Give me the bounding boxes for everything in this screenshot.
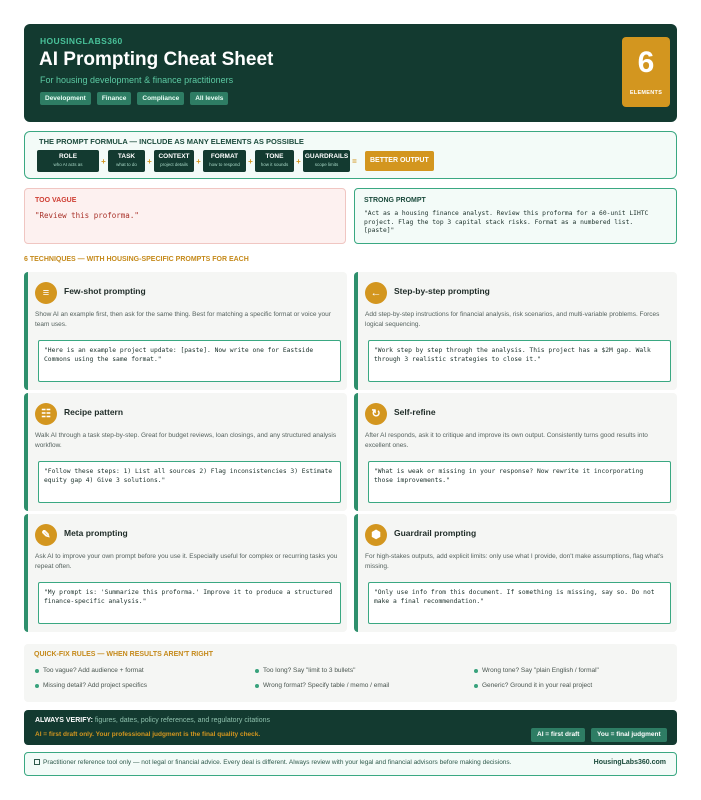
- elements-count-badge: [622, 37, 670, 107]
- verify-line: [35, 717, 270, 724]
- chip-sub: what to do: [116, 162, 137, 167]
- tag-all-levels: All levels: [190, 92, 228, 105]
- vague-prompt-text: "Review this proforma.": [35, 211, 139, 220]
- quick-fix-item: Generic? Ground it in your real project: [474, 682, 592, 689]
- header-banner: [24, 24, 677, 122]
- chip-sub: scope limits: [314, 162, 339, 167]
- formula-result-chip: BETTER OUTPUT: [365, 151, 434, 171]
- disclaimer-text: Practitioner reference tool only — not legal or financial advice. Every deal is different. Always review with your legal and financial advisors before making decisions.: [43, 759, 512, 766]
- technique-title: Guardrail prompting: [394, 528, 477, 538]
- formula-title: THE PROMPT FORMULA — INCLUDE AS MANY ELEMENTS AS POSSIBLE: [39, 137, 304, 146]
- quick-fix-item: Too vague? Add audience + format: [35, 667, 144, 674]
- chip-name: TASK: [117, 153, 136, 160]
- arrow-left-icon: [365, 282, 387, 304]
- quick-fix-title: QUICK-FIX RULES — WHEN RESULTS AREN'T RIGHT: [34, 651, 213, 658]
- quick-fix-item: Too long? Say "limit to 3 bullets": [255, 667, 355, 674]
- formula-chip-task: [108, 150, 145, 172]
- plus-sign: +: [296, 156, 301, 166]
- plus-sign: +: [147, 156, 152, 166]
- chip-sub: how it sounds: [260, 162, 289, 167]
- vague-prompt-box: [24, 188, 346, 244]
- chip-name: GUARDRAILS: [304, 153, 349, 160]
- shield-glyph: ⬢: [371, 529, 381, 541]
- strong-prompt-text: "Act as a housing finance analyst. Review this proforma for a 60-unit LIHTC project. Flag the top 3 capital stack risks. Format as a numbered list. [paste]": [364, 210, 649, 234]
- you-final-judgment-badge: You = final judgment: [591, 728, 667, 742]
- chip-name: ROLE: [58, 153, 78, 160]
- footer-disclaimer: [24, 752, 677, 776]
- techniques-title: 6 TECHNIQUES — WITH HOUSING-SPECIFIC PROMPTS FOR EACH: [24, 256, 249, 263]
- technique-card-step-by-step: [354, 272, 677, 390]
- tag-compliance: Compliance: [137, 92, 184, 105]
- technique-card-meta: [24, 514, 347, 632]
- technique-desc: After AI responds, ask it to critique and improve its own output. Consistently turns good results into excellent ones.: [365, 432, 648, 449]
- plus-sign: +: [248, 156, 253, 166]
- formula-chip-context: [154, 150, 194, 172]
- lines-icon: [35, 282, 57, 304]
- formula-chip-role: [37, 150, 99, 172]
- technique-desc: Walk AI through a task step-by-step. Great for budget reviews, loan closings, and any structured analysis workflow.: [35, 432, 337, 449]
- technique-card-recipe: [24, 393, 347, 511]
- technique-desc: For high-stakes outputs, add explicit limits: only use what I provide, don't make assumptions, flag what's missing.: [365, 553, 664, 570]
- brand-name: HOUSINGLABS360: [40, 36, 123, 46]
- technique-title: Few-shot prompting: [64, 286, 146, 296]
- technique-title: Self-refine: [394, 407, 436, 417]
- plus-sign: +: [196, 156, 201, 166]
- pencil-icon: [35, 524, 57, 546]
- prompt-formula-panel: [24, 131, 677, 179]
- equals-sign: =: [352, 156, 357, 166]
- strong-prompt-box: [354, 188, 677, 244]
- technique-example: "Follow these steps: 1) List all sources 2) Flag inconsistencies 3) Estimate equity gap 4) Give 3 solutions.": [38, 461, 341, 503]
- verify-banner: [24, 710, 677, 745]
- technique-example: "Only use info from this document. If something is missing, say so. Do not make a final recommendation.": [368, 582, 671, 624]
- technique-desc: Show AI an example first, then ask for the same thing. Best for matching a specific format or voice your team uses.: [35, 311, 331, 328]
- technique-example: "My prompt is: 'Summarize this proforma.' Improve it to produce a structured finance-specific analysis.": [38, 582, 341, 624]
- vague-prompt-label: TOO VAGUE: [35, 197, 77, 204]
- tag-development: Development: [40, 92, 91, 105]
- elements-count-value: 6: [637, 46, 655, 79]
- formula-chips: [37, 150, 434, 172]
- chip-name: CONTEXT: [158, 153, 190, 160]
- quick-fix-item: Wrong format? Specify table / memo / email: [255, 682, 389, 689]
- chip-name: FORMAT: [210, 153, 239, 160]
- pencil-glyph: ✎: [41, 529, 51, 541]
- technique-title: Meta prompting: [64, 528, 128, 538]
- ai-first-draft-badge: AI = first draft: [531, 728, 585, 742]
- plus-sign: +: [101, 156, 106, 166]
- technique-example: "Here is an example project update: [paste]. Now write one for Eastside Commons using the same format.": [38, 340, 341, 382]
- list-glyph: ☷: [41, 408, 51, 420]
- tag-finance: Finance: [97, 92, 132, 105]
- disclaimer-line: [34, 759, 511, 766]
- list-icon: [35, 403, 57, 425]
- chip-sub: project details: [160, 162, 188, 167]
- formula-chip-tone: [255, 150, 294, 172]
- technique-desc: Ask AI to improve your own prompt before you use it. Especially useful for complex or recurring tasks you repeat often.: [35, 553, 338, 570]
- technique-card-self-refine: [354, 393, 677, 511]
- page-title: AI Prompting Cheat Sheet: [39, 49, 274, 70]
- refresh-glyph: ↻: [371, 408, 381, 420]
- technique-title: Recipe pattern: [64, 407, 124, 417]
- quick-fix-item: Missing detail? Add project specifics: [35, 682, 147, 689]
- technique-example: "Work step by step through the analysis. This project has a $2M gap. Walk through 3 realistic strategies to close it.": [368, 340, 671, 382]
- technique-card-few-shot: [24, 272, 347, 390]
- elements-count-label: ELEMENTS: [629, 90, 663, 96]
- page-subtitle: For housing development & finance practitioners: [40, 75, 234, 85]
- technique-example: "What is weak or missing in your response? Now rewrite it incorporating those improvements.": [368, 461, 671, 503]
- site-link[interactable]: HousingLabs360.com: [593, 759, 666, 766]
- refresh-icon: [365, 403, 387, 425]
- shield-icon: [365, 524, 387, 546]
- info-box-icon: [34, 759, 40, 765]
- chip-sub: who AI acts as: [53, 162, 83, 167]
- verify-note: AI = first draft only. Your professional judgment is the final quality check.: [35, 731, 261, 738]
- lines-glyph: ≡: [42, 287, 50, 299]
- technique-card-guardrail: [354, 514, 677, 632]
- verify-label: ALWAYS VERIFY:: [35, 717, 93, 724]
- technique-desc: Add step-by-step instructions for financial analysis, risk scenarios, and multi-variable problems. Forces logical sequencing.: [365, 311, 660, 328]
- formula-chip-format: [203, 150, 246, 172]
- formula-chip-guardrails: [303, 150, 350, 172]
- chip-sub: how to respond: [209, 162, 240, 167]
- technique-title: Step-by-step prompting: [394, 286, 490, 296]
- verify-text: figures, dates, policy references, and regulatory citations: [94, 717, 271, 724]
- arrow-left-glyph: ←: [370, 287, 382, 299]
- tag-list: [40, 92, 228, 105]
- quick-fix-panel: [24, 644, 677, 702]
- quick-fix-item: Wrong tone? Say "plain English / formal": [474, 667, 599, 674]
- chip-name: TONE: [265, 153, 284, 160]
- strong-prompt-label: STRONG PROMPT: [364, 197, 426, 204]
